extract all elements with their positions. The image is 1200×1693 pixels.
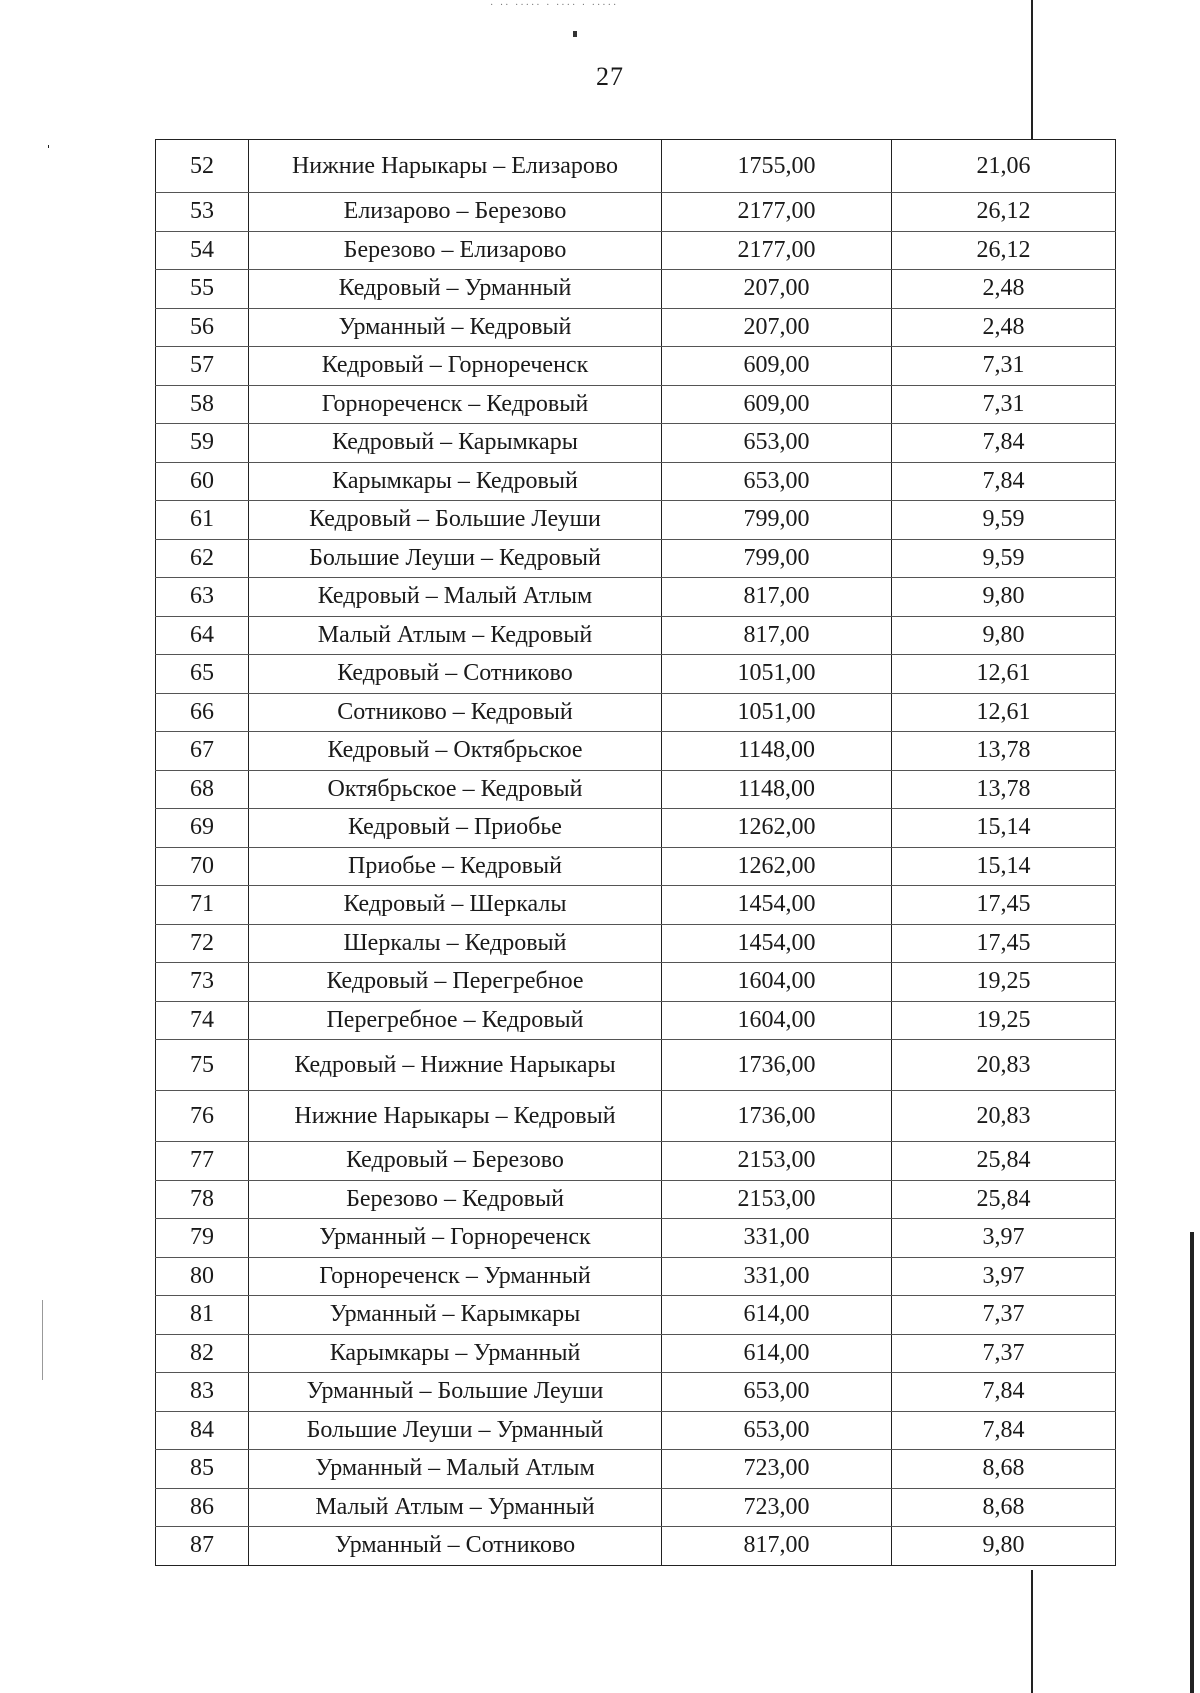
row-number-cell: 62 (156, 539, 249, 578)
table-row (156, 424, 1116, 463)
distance-cell: 653,00 (662, 1373, 892, 1412)
cost-cell: 13,78 (892, 732, 1116, 771)
row-number-cell: 55 (156, 270, 249, 309)
distance-cell: 1148,00 (662, 770, 892, 809)
row-number-cell: 84 (156, 1411, 249, 1450)
row-number-cell: 68 (156, 770, 249, 809)
scan-left-tick (48, 145, 49, 148)
table-row (156, 1450, 1116, 1489)
distance-cell: 207,00 (662, 308, 892, 347)
cost-cell: 8,68 (892, 1450, 1116, 1489)
route-table-body (156, 140, 1116, 1566)
cost-cell: 20,83 (892, 1091, 1116, 1142)
scan-left-tick-2 (42, 1300, 43, 1380)
route-cell: Октябрьское – Кедровый (249, 770, 662, 809)
cost-cell: 3,97 (892, 1219, 1116, 1258)
row-number-cell: 82 (156, 1334, 249, 1373)
scan-vertical-line-bottom (1031, 1570, 1033, 1693)
cost-cell: 12,61 (892, 693, 1116, 732)
distance-cell: 1262,00 (662, 847, 892, 886)
row-number-cell: 75 (156, 1040, 249, 1091)
scan-dot (573, 31, 577, 37)
cost-cell: 15,14 (892, 809, 1116, 848)
route-cell: Кедровый – Шеркалы (249, 886, 662, 925)
table-row (156, 193, 1116, 232)
distance-cell: 817,00 (662, 616, 892, 655)
table-row (156, 1091, 1116, 1142)
route-cell: Урманный – Сотниково (249, 1527, 662, 1566)
row-number-cell: 86 (156, 1488, 249, 1527)
cost-cell: 19,25 (892, 963, 1116, 1002)
cost-cell: 9,80 (892, 578, 1116, 617)
route-cell: Урманный – Кедровый (249, 308, 662, 347)
distance-cell: 723,00 (662, 1450, 892, 1489)
cost-cell: 25,84 (892, 1180, 1116, 1219)
cost-cell: 7,37 (892, 1334, 1116, 1373)
table-row (156, 270, 1116, 309)
cost-cell: 21,06 (892, 140, 1116, 193)
route-cell: Перегребное – Кедровый (249, 1001, 662, 1040)
row-number-cell: 85 (156, 1450, 249, 1489)
cost-cell: 2,48 (892, 308, 1116, 347)
distance-cell: 653,00 (662, 462, 892, 501)
distance-cell: 799,00 (662, 501, 892, 540)
route-cell: Кедровый – Карымкары (249, 424, 662, 463)
table-row (156, 616, 1116, 655)
row-number-cell: 81 (156, 1296, 249, 1335)
table-row (156, 308, 1116, 347)
distance-cell: 609,00 (662, 385, 892, 424)
distance-cell: 2177,00 (662, 193, 892, 232)
distance-cell: 331,00 (662, 1219, 892, 1258)
table-row (156, 963, 1116, 1002)
row-number-cell: 65 (156, 655, 249, 694)
route-cell: Карымкары – Кедровый (249, 462, 662, 501)
cost-cell: 17,45 (892, 924, 1116, 963)
route-cell: Урманный – Карымкары (249, 1296, 662, 1335)
row-number-cell: 70 (156, 847, 249, 886)
row-number-cell: 76 (156, 1091, 249, 1142)
row-number-cell: 56 (156, 308, 249, 347)
row-number-cell: 60 (156, 462, 249, 501)
table-row (156, 886, 1116, 925)
row-number-cell: 87 (156, 1527, 249, 1566)
table-row (156, 385, 1116, 424)
row-number-cell: 69 (156, 809, 249, 848)
table-row (156, 231, 1116, 270)
route-cell: Кедровый – Приобье (249, 809, 662, 848)
table-row (156, 809, 1116, 848)
route-cell: Кедровый – Перегребное (249, 963, 662, 1002)
row-number-cell: 64 (156, 616, 249, 655)
route-cell: Малый Атлым – Урманный (249, 1488, 662, 1527)
row-number-cell: 73 (156, 963, 249, 1002)
route-cell: Сотниково – Кедровый (249, 693, 662, 732)
cost-cell: 9,80 (892, 1527, 1116, 1566)
cost-cell: 7,84 (892, 1373, 1116, 1412)
table-row (156, 539, 1116, 578)
cost-cell: 9,59 (892, 501, 1116, 540)
route-cell: Кедровый – Октябрьское (249, 732, 662, 771)
table-row (156, 1527, 1116, 1566)
table-row (156, 347, 1116, 386)
row-number-cell: 59 (156, 424, 249, 463)
row-number-cell: 57 (156, 347, 249, 386)
row-number-cell: 54 (156, 231, 249, 270)
cost-cell: 7,84 (892, 462, 1116, 501)
route-cell: Кедровый – Малый Атлым (249, 578, 662, 617)
distance-cell: 1051,00 (662, 655, 892, 694)
route-cell: Березово – Елизарово (249, 231, 662, 270)
cost-cell: 7,31 (892, 347, 1116, 386)
table-row (156, 578, 1116, 617)
route-cell: Приобье – Кедровый (249, 847, 662, 886)
distance-cell: 1051,00 (662, 693, 892, 732)
table-row (156, 1001, 1116, 1040)
cost-cell: 26,12 (892, 193, 1116, 232)
cost-cell: 25,84 (892, 1142, 1116, 1181)
route-cell: Кедровый – Березово (249, 1142, 662, 1181)
row-number-cell: 71 (156, 886, 249, 925)
distance-cell: 817,00 (662, 1527, 892, 1566)
table-row (156, 1373, 1116, 1412)
table-row (156, 1142, 1116, 1181)
cost-cell: 8,68 (892, 1488, 1116, 1527)
distance-cell: 2177,00 (662, 231, 892, 270)
table-row (156, 1180, 1116, 1219)
cost-cell: 20,83 (892, 1040, 1116, 1091)
distance-cell: 1736,00 (662, 1091, 892, 1142)
route-cell: Урманный – Горнореченск (249, 1219, 662, 1258)
distance-cell: 1755,00 (662, 140, 892, 193)
distance-cell: 331,00 (662, 1257, 892, 1296)
distance-cell: 653,00 (662, 1411, 892, 1450)
table-row (156, 140, 1116, 193)
route-cell: Шеркалы – Кедровый (249, 924, 662, 963)
table-row (156, 501, 1116, 540)
distance-cell: 1454,00 (662, 924, 892, 963)
distance-cell: 614,00 (662, 1296, 892, 1335)
cost-cell: 9,59 (892, 539, 1116, 578)
table-row (156, 924, 1116, 963)
route-cell: Кедровый – Горнореченск (249, 347, 662, 386)
table-row (156, 1040, 1116, 1091)
table-row (156, 770, 1116, 809)
distance-cell: 1736,00 (662, 1040, 892, 1091)
distance-cell: 817,00 (662, 578, 892, 617)
distance-cell: 653,00 (662, 424, 892, 463)
row-number-cell: 53 (156, 193, 249, 232)
scan-right-edge-bar (1190, 1232, 1194, 1693)
table-row (156, 1219, 1116, 1258)
row-number-cell: 67 (156, 732, 249, 771)
row-number-cell: 83 (156, 1373, 249, 1412)
distance-cell: 2153,00 (662, 1142, 892, 1181)
cost-cell: 3,97 (892, 1257, 1116, 1296)
route-cell: Малый Атлым – Кедровый (249, 616, 662, 655)
header-scan-noise: · ·· ····· · ···· · ····· (490, 0, 619, 11)
route-cell: Горнореченск – Урманный (249, 1257, 662, 1296)
cost-cell: 9,80 (892, 616, 1116, 655)
row-number-cell: 63 (156, 578, 249, 617)
distance-cell: 799,00 (662, 539, 892, 578)
cost-cell: 7,84 (892, 1411, 1116, 1450)
cost-cell: 7,31 (892, 385, 1116, 424)
distance-cell: 1604,00 (662, 963, 892, 1002)
distance-cell: 1454,00 (662, 886, 892, 925)
row-number-cell: 61 (156, 501, 249, 540)
route-cell: Карымкары – Урманный (249, 1334, 662, 1373)
row-number-cell: 74 (156, 1001, 249, 1040)
distance-cell: 614,00 (662, 1334, 892, 1373)
route-cell: Большие Леуши – Урманный (249, 1411, 662, 1450)
route-cell: Урманный – Малый Атлым (249, 1450, 662, 1489)
table-row (156, 655, 1116, 694)
cost-cell: 19,25 (892, 1001, 1116, 1040)
route-cell: Кедровый – Большие Леуши (249, 501, 662, 540)
distance-cell: 609,00 (662, 347, 892, 386)
cost-cell: 17,45 (892, 886, 1116, 925)
route-cell: Березово – Кедровый (249, 1180, 662, 1219)
table-row (156, 847, 1116, 886)
distance-cell: 1262,00 (662, 809, 892, 848)
route-cell: Кедровый – Нижние Нарыкары (249, 1040, 662, 1091)
cost-cell: 2,48 (892, 270, 1116, 309)
route-cell: Горнореченск – Кедровый (249, 385, 662, 424)
cost-cell: 15,14 (892, 847, 1116, 886)
route-cell: Урманный – Большие Леуши (249, 1373, 662, 1412)
row-number-cell: 72 (156, 924, 249, 963)
distance-cell: 2153,00 (662, 1180, 892, 1219)
route-cell: Кедровый – Сотниково (249, 655, 662, 694)
table-row (156, 1488, 1116, 1527)
table-row (156, 732, 1116, 771)
row-number-cell: 80 (156, 1257, 249, 1296)
row-number-cell: 66 (156, 693, 249, 732)
distance-cell: 1604,00 (662, 1001, 892, 1040)
route-cell: Нижние Нарыкары – Кедровый (249, 1091, 662, 1142)
row-number-cell: 77 (156, 1142, 249, 1181)
row-number-cell: 58 (156, 385, 249, 424)
cost-cell: 26,12 (892, 231, 1116, 270)
row-number-cell: 52 (156, 140, 249, 193)
distance-cell: 1148,00 (662, 732, 892, 771)
table-row (156, 1334, 1116, 1373)
table-row (156, 1257, 1116, 1296)
table-row (156, 462, 1116, 501)
route-cell: Кедровый – Урманный (249, 270, 662, 309)
table-row (156, 693, 1116, 732)
table-row (156, 1411, 1116, 1450)
route-cell: Елизарово – Березово (249, 193, 662, 232)
cost-cell: 12,61 (892, 655, 1116, 694)
distance-cell: 207,00 (662, 270, 892, 309)
cost-cell: 13,78 (892, 770, 1116, 809)
route-table (155, 139, 1116, 1566)
route-cell: Нижние Нарыкары – Елизарово (249, 140, 662, 193)
row-number-cell: 78 (156, 1180, 249, 1219)
table-row (156, 1296, 1116, 1335)
cost-cell: 7,84 (892, 424, 1116, 463)
distance-cell: 723,00 (662, 1488, 892, 1527)
row-number-cell: 79 (156, 1219, 249, 1258)
route-cell: Большие Леуши – Кедровый (249, 539, 662, 578)
page-number: 27 (596, 62, 624, 91)
cost-cell: 7,37 (892, 1296, 1116, 1335)
